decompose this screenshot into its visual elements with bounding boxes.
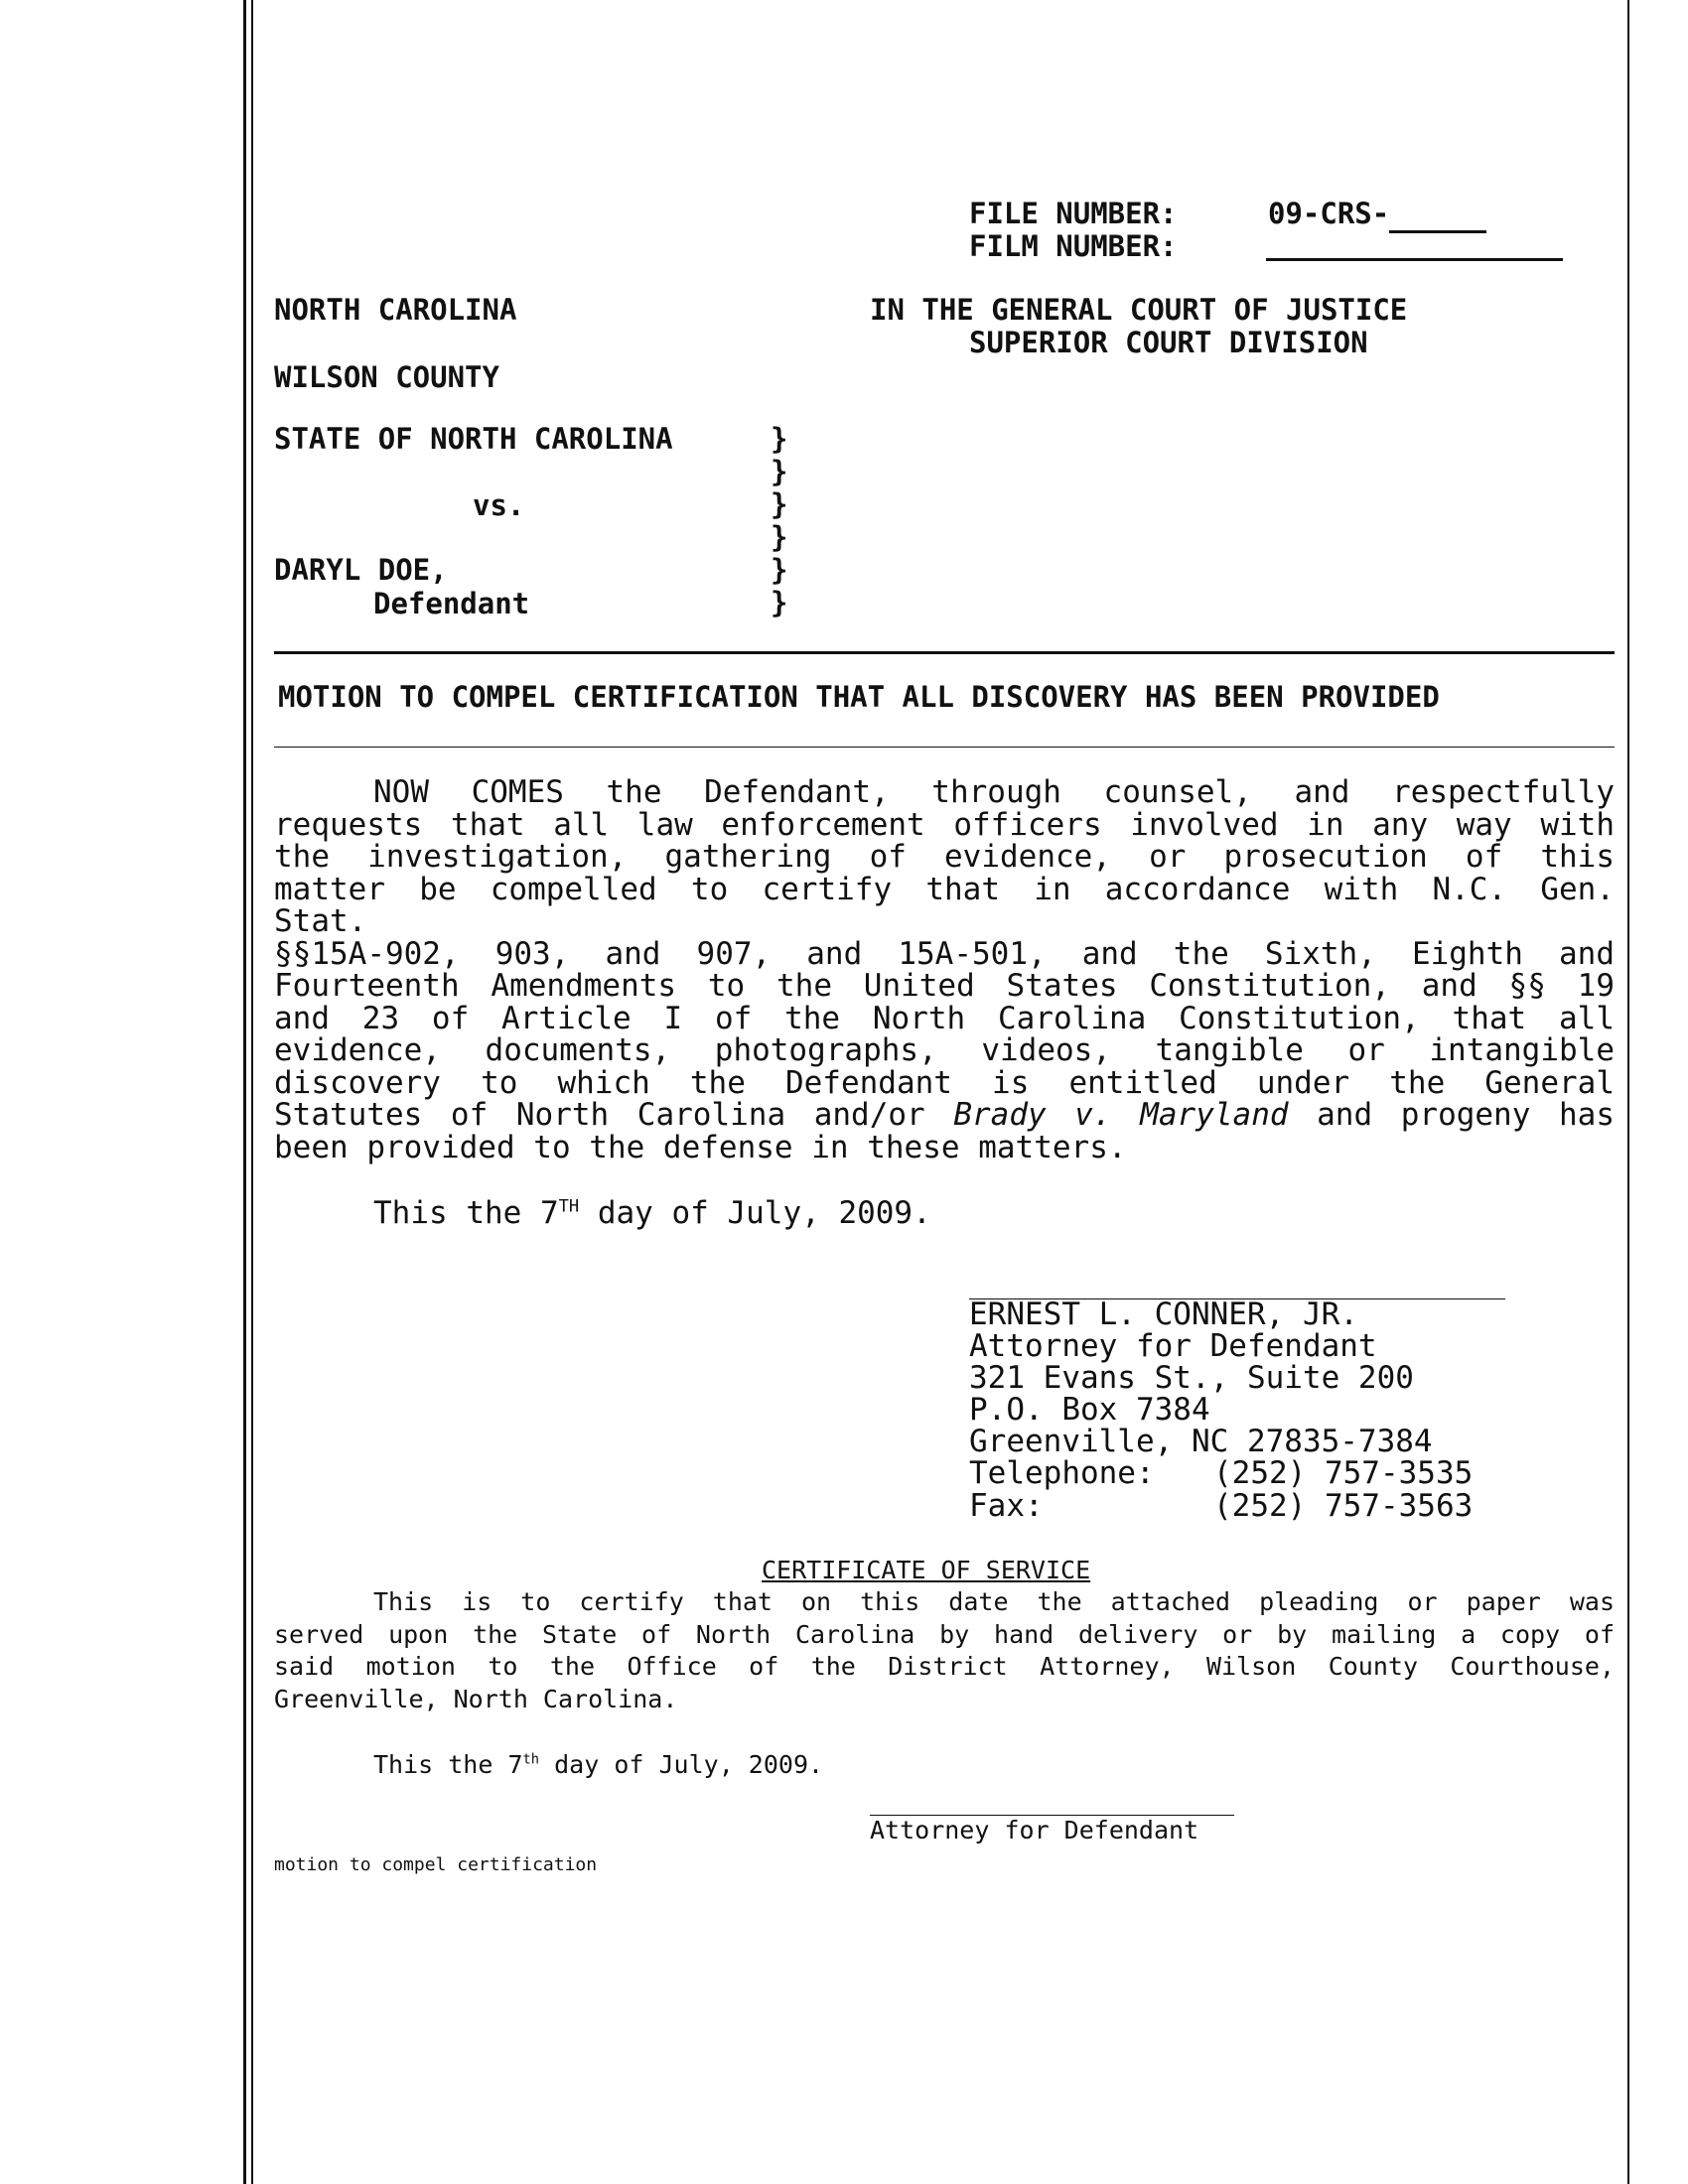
film-number-blank: [1266, 258, 1563, 261]
margin-rule-left-outer: [243, 0, 246, 2184]
motion-date: [373, 1197, 931, 1230]
motion-date-suffix: day of July, 2009.: [579, 1195, 931, 1231]
motion-body-line: matter be compelled to certify that in accordance with N.C. Gen.: [274, 871, 1615, 907]
title-rule-bottom: [274, 747, 1615, 748]
certificate-heading: CERTIFICATE OF SERVICE: [762, 1556, 1091, 1584]
motion-title: MOTION TO COMPEL CERTIFICATION THAT ALL DISCOVERY HAS BEEN PROVIDED: [278, 680, 1440, 714]
case-text-before: Statutes of North Carolina and/or: [274, 1097, 954, 1133]
motion-body: [274, 776, 1615, 1163]
telephone-value: (252) 757-3535: [1213, 1455, 1474, 1491]
caption-brace: }: [771, 422, 788, 456]
attorney-address-1: 321 Evans St., Suite 200: [969, 1360, 1414, 1396]
file-number-prefix: 09-CRS-: [1268, 197, 1390, 230]
state-label: NORTH CAROLINA: [274, 293, 517, 327]
court-line-1: IN THE GENERAL COURT OF JUSTICE: [870, 293, 1408, 327]
margin-rule-right: [1627, 0, 1629, 2184]
motion-body-line: requests that all law enforcement officers involved in any way with: [274, 806, 1615, 843]
caption-brace: }: [771, 455, 788, 488]
court-line-2: SUPERIOR COURT DIVISION: [969, 326, 1368, 359]
motion-date-sup: TH: [558, 1196, 580, 1217]
motion-body-line: been provided to the defense in these matters.: [274, 1129, 1127, 1165]
title-rule-top: [274, 651, 1615, 654]
certificate-line: said motion to the Office of the District Attorney, Wilson County Courthouse,: [274, 1652, 1615, 1681]
plaintiff-name: STATE OF NORTH CAROLINA: [274, 422, 673, 456]
attorney-address-2: P.O. Box 7384: [969, 1392, 1210, 1428]
motion-body-line: Stat.: [274, 903, 367, 939]
attorney-name: ERNEST L. CONNER, JR.: [969, 1297, 1358, 1332]
motion-date-prefix: This the 7: [373, 1195, 559, 1231]
certificate-date-sup: th: [522, 1751, 540, 1768]
certificate-date-prefix: This the 7: [373, 1750, 523, 1779]
defendant-name: DARYL DOE,: [274, 553, 448, 587]
certificate-signature-label: Attorney for Defendant: [870, 1816, 1199, 1844]
motion-body-line: the investigation, gathering of evidence, or prosecution of this: [274, 839, 1615, 875]
margin-rule-left-inner: [251, 0, 253, 2184]
telephone-label: Telephone:: [969, 1455, 1155, 1491]
motion-body-line: [274, 1099, 1615, 1132]
motion-body-line: Fourteenth Amendments to the United States Constitution, and §§ 19: [274, 968, 1615, 1004]
attorney-title: Attorney for Defendant: [969, 1328, 1377, 1364]
fax-label: Fax:: [969, 1488, 1044, 1524]
file-number-blank: [1389, 198, 1486, 233]
certificate-date-suffix: day of July, 2009.: [539, 1750, 824, 1779]
county-label: WILSON COUNTY: [274, 360, 499, 394]
motion-body-line: evidence, documents, photographs, videos, tangible or intangible: [274, 1032, 1615, 1068]
case-text-after: and progeny has: [1288, 1097, 1615, 1133]
certificate-line: Greenville, North Carolina.: [274, 1684, 678, 1713]
attorney-city: Greenville, NC 27835-7384: [969, 1424, 1433, 1459]
certificate-date: [373, 1749, 823, 1782]
film-number-label: FILM NUMBER:: [969, 229, 1178, 263]
fax-value: (252) 757-3563: [1213, 1488, 1474, 1524]
certificate-line: This is to certify that on this date the attached pleading or paper was: [373, 1587, 1615, 1616]
motion-body-line: and 23 of Article I of the North Carolina Constitution, that all: [274, 1000, 1615, 1036]
footer-doc-label: motion to compel certification: [274, 1854, 598, 1875]
certificate-body: [274, 1586, 1615, 1715]
defendant-role: Defendant: [373, 587, 530, 620]
caption-brace: }: [771, 487, 788, 521]
motion-body-line: discovery to which the Defendant is entitled under the General: [274, 1064, 1615, 1101]
file-number-label: FILE NUMBER:: [969, 197, 1178, 230]
file-number-value: [1268, 198, 1486, 233]
case-citation: Brady v. Maryland: [953, 1097, 1289, 1133]
caption-brace: }: [771, 520, 788, 554]
motion-body-line: §§15A-902, 903, and 907, and 15A-501, and the Sixth, Eighth and: [274, 935, 1615, 972]
certificate-line: served upon the State of North Carolina by hand delivery or by mailing a copy of: [274, 1619, 1615, 1649]
caption-brace: }: [771, 553, 788, 587]
versus-label: vs.: [473, 488, 525, 522]
caption-brace: }: [771, 586, 788, 619]
motion-body-line: NOW COMES the Defendant, through counsel, and respectfully: [373, 774, 1615, 810]
